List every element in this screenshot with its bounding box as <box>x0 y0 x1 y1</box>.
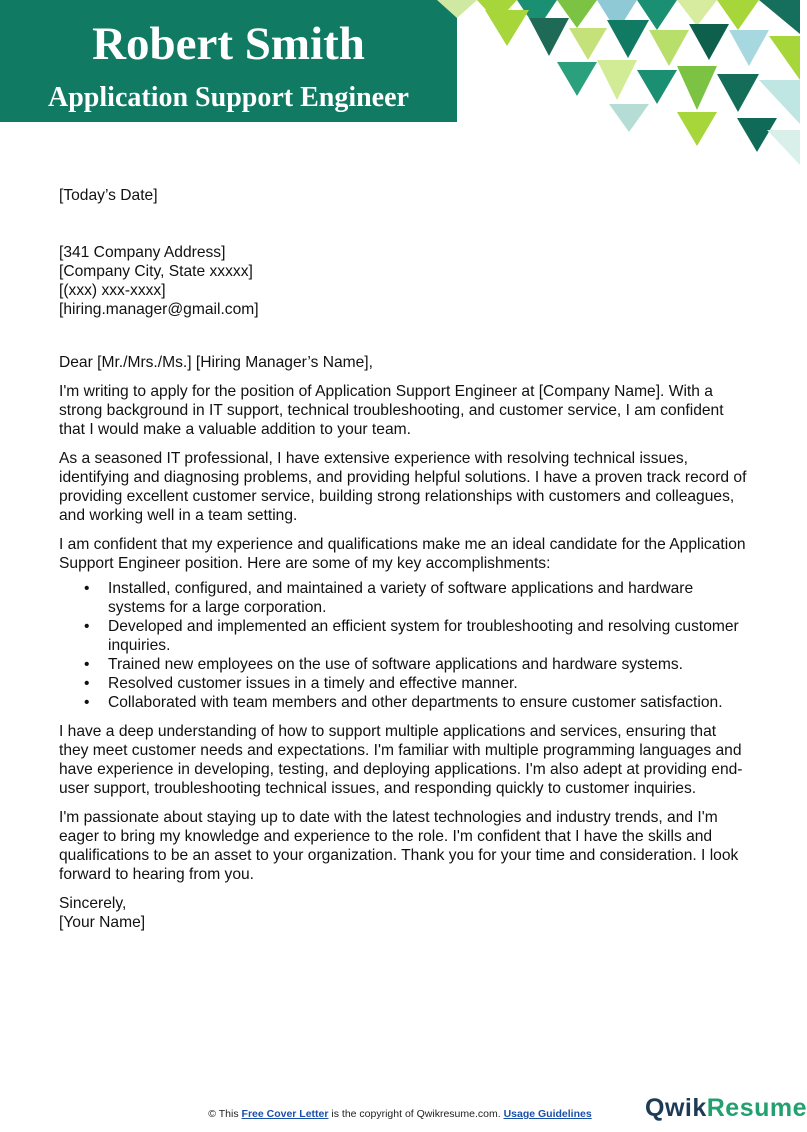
applicant-name: Robert Smith <box>92 18 365 70</box>
deco-triangle <box>529 18 569 56</box>
deco-triangle <box>649 30 689 66</box>
footer-middle: is the copyright of Qwikresume.com. <box>331 1108 501 1120</box>
brand-part: Qwik <box>645 1094 707 1122</box>
deco-triangle <box>717 74 759 112</box>
paragraph: I'm passionate about staying up to date with the latest technologies and industry trends, and I'm eager to bring my knowledge and experience to the role. I'm confident that I have the skills and qualifications to be an asset to your organization. Thank you for your time and consideration. I look forward to hearing from you. <box>59 809 739 883</box>
accomplishments-list <box>59 579 749 712</box>
deco-triangle <box>437 0 477 18</box>
address-line: [(xxx) xxx-xxxx] <box>59 282 166 299</box>
list-item: • Installed, configured, and maintained a variety of software applications and hardware systems for a large corporation. <box>59 579 749 617</box>
closing <box>59 894 749 932</box>
deco-triangle <box>759 0 800 34</box>
salutation: Dear [Mr./Mrs./Ms.] [Hiring Manager’s Name], <box>59 354 373 371</box>
job-title: Application Support Engineer <box>48 82 409 113</box>
brand-logo <box>645 1091 807 1122</box>
address-line: [341 Company Address] <box>59 244 226 261</box>
recipient-address <box>59 243 749 319</box>
list-item: • Collaborated with team members and other departments to ensure customer satisfaction. <box>59 693 749 712</box>
free-cover-letter-link[interactable]: Free Cover Letter <box>241 1108 329 1120</box>
decorative-triangles <box>437 0 800 165</box>
deco-triangle <box>677 112 717 146</box>
deco-triangle <box>677 66 717 110</box>
paragraph: I am confident that my experience and qualifications make me an ideal candidate for the Application Support Engineer position. Here are some of my key accomplishments: <box>59 536 746 572</box>
deco-triangle <box>597 60 637 100</box>
list-item: • Trained new employees on the use of software applications and hardware systems. <box>59 655 749 674</box>
address-line: [hiring.manager@gmail.com] <box>59 301 259 318</box>
footer-prefix: © This <box>208 1108 239 1120</box>
footer <box>0 1108 800 1120</box>
deco-triangle <box>767 130 800 165</box>
list-item: • Developed and implemented an efficient system for troubleshooting and resolving customer inquiries. <box>59 617 749 655</box>
list-item: • Resolved customer issues in a timely and effective manner. <box>59 674 749 693</box>
deco-triangle <box>557 62 597 96</box>
deco-triangle <box>607 20 649 58</box>
deco-triangle <box>569 28 607 60</box>
paragraph: I'm writing to apply for the position of Application Support Engineer at [Company Name]. With a strong background in IT support, technical troubleshooting, and customer service, I am confident that I would make a valuable addition to your team. <box>59 383 724 438</box>
signature: [Your Name] <box>59 914 146 931</box>
address-line: [Company City, State xxxxx] <box>59 263 253 280</box>
closing-word: Sincerely, <box>59 895 127 912</box>
deco-triangle <box>637 70 677 104</box>
paragraph: As a seasoned IT professional, I have extensive experience with resolving technical issues, identifying and diagnosing problems, and providing helpful solutions. I have a proven track record of providing excellent customer service, building strong relationships with customers and colleagues, and working well in a team setting. <box>59 450 747 524</box>
usage-guidelines-link[interactable]: Usage Guidelines <box>503 1108 592 1120</box>
letter-date: [Today’s Date] <box>59 187 158 204</box>
letter-body <box>59 186 749 942</box>
deco-triangle <box>737 118 777 152</box>
brand-part: Resume <box>706 1094 807 1122</box>
deco-triangle <box>677 0 717 26</box>
deco-triangle <box>485 10 529 46</box>
deco-triangle <box>689 24 729 60</box>
paragraph: I have a deep understanding of how to support multiple applications and services, ensuring that they meet customer needs and expectations. I'm familiar with multiple programming languages and have experience in developing, testing, and deploying applications. I'm also adept at providing end-user support, troubleshooting technical issues, and responding quickly to customer inquiries. <box>59 723 743 797</box>
deco-triangle <box>759 80 800 124</box>
deco-triangle <box>729 30 769 66</box>
deco-triangle <box>769 36 800 80</box>
deco-triangle <box>609 104 649 132</box>
